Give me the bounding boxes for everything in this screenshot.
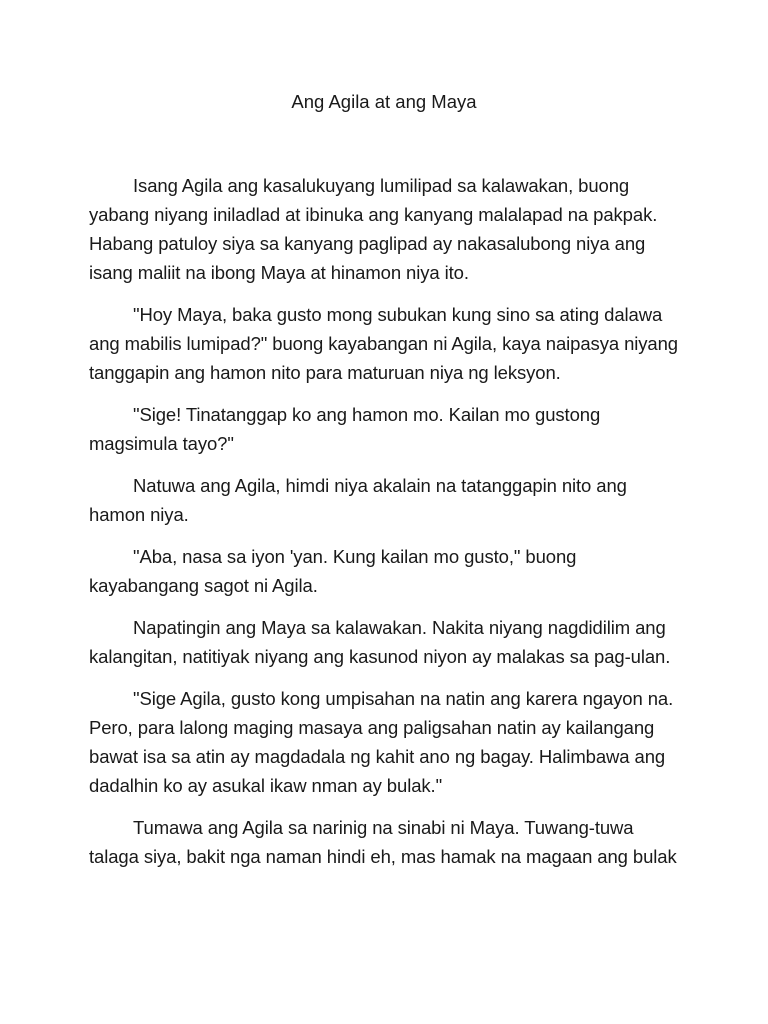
text-line: dadalhin ko ay asukal ikaw nman ay bulak." [89,775,443,796]
text-line: Pero, para lalong maging masaya ang paligsahan natin ay kailangang [89,717,655,738]
text-line: Habang patuloy siya sa kanyang paglipad ay nakasalubong niya ang [89,233,646,254]
text-line: magsimula tayo?" [89,433,234,454]
text-line: tanggapin ang hamon nito para maturuan niya ng leksyon. [89,362,561,383]
paragraph-2 [89,300,689,387]
paragraph-6 [89,613,689,671]
paragraph-3 [89,400,689,458]
text-line: isang maliit na ibong Maya at hinamon niya ito. [89,262,469,283]
text-line: Tumawa ang Agila sa narinig na sinabi ni Maya. Tuwang-tuwa [133,817,634,838]
paragraph-1 [89,171,689,287]
text-line: hamon niya. [89,504,189,525]
paragraph-5 [89,542,689,600]
text-line: talaga siya, bakit nga naman hindi eh, mas hamak na magaan ang bulak [89,846,677,867]
paragraph-4 [89,471,689,529]
text-line: "Hoy Maya, baka gusto mong subukan kung sino sa ating dalawa [133,304,663,325]
paragraph-7 [89,684,689,800]
paragraph-8 [89,813,689,871]
text-line: Natuwa ang Agila, himdi niya akalain na tatanggapin nito ang [133,475,627,496]
text-line: kalangitan, natitiyak niyang ang kasunod niyon ay malakas sa pag-ulan. [89,646,671,667]
text-line: yabang niyang iniladlad at ibinuka ang kanyang malalapad na pakpak. [89,204,658,225]
text-line: "Sige! Tinatanggap ko ang hamon mo. Kailan mo gustong [133,404,601,425]
document-title: Ang Agila at ang Maya [291,91,477,112]
document-body [89,171,689,884]
text-line: Isang Agila ang kasalukuyang lumilipad sa kalawakan, buong [133,175,630,196]
text-line: "Aba, nasa sa iyon 'yan. Kung kailan mo gusto," buong [133,546,577,567]
text-line: kayabangang sagot ni Agila. [89,575,318,596]
text-line: bawat isa sa atin ay magdadala ng kahit ano ng bagay. Halimbawa ang [89,746,666,767]
text-line: Napatingin ang Maya sa kalawakan. Nakita niyang nagdidilim ang [133,617,666,638]
text-line: ang mabilis lumipad?" buong kayabangan ni Agila, kaya naipasya niyang [89,333,678,354]
text-line: "Sige Agila, gusto kong umpisahan na natin ang karera ngayon na. [133,688,674,709]
